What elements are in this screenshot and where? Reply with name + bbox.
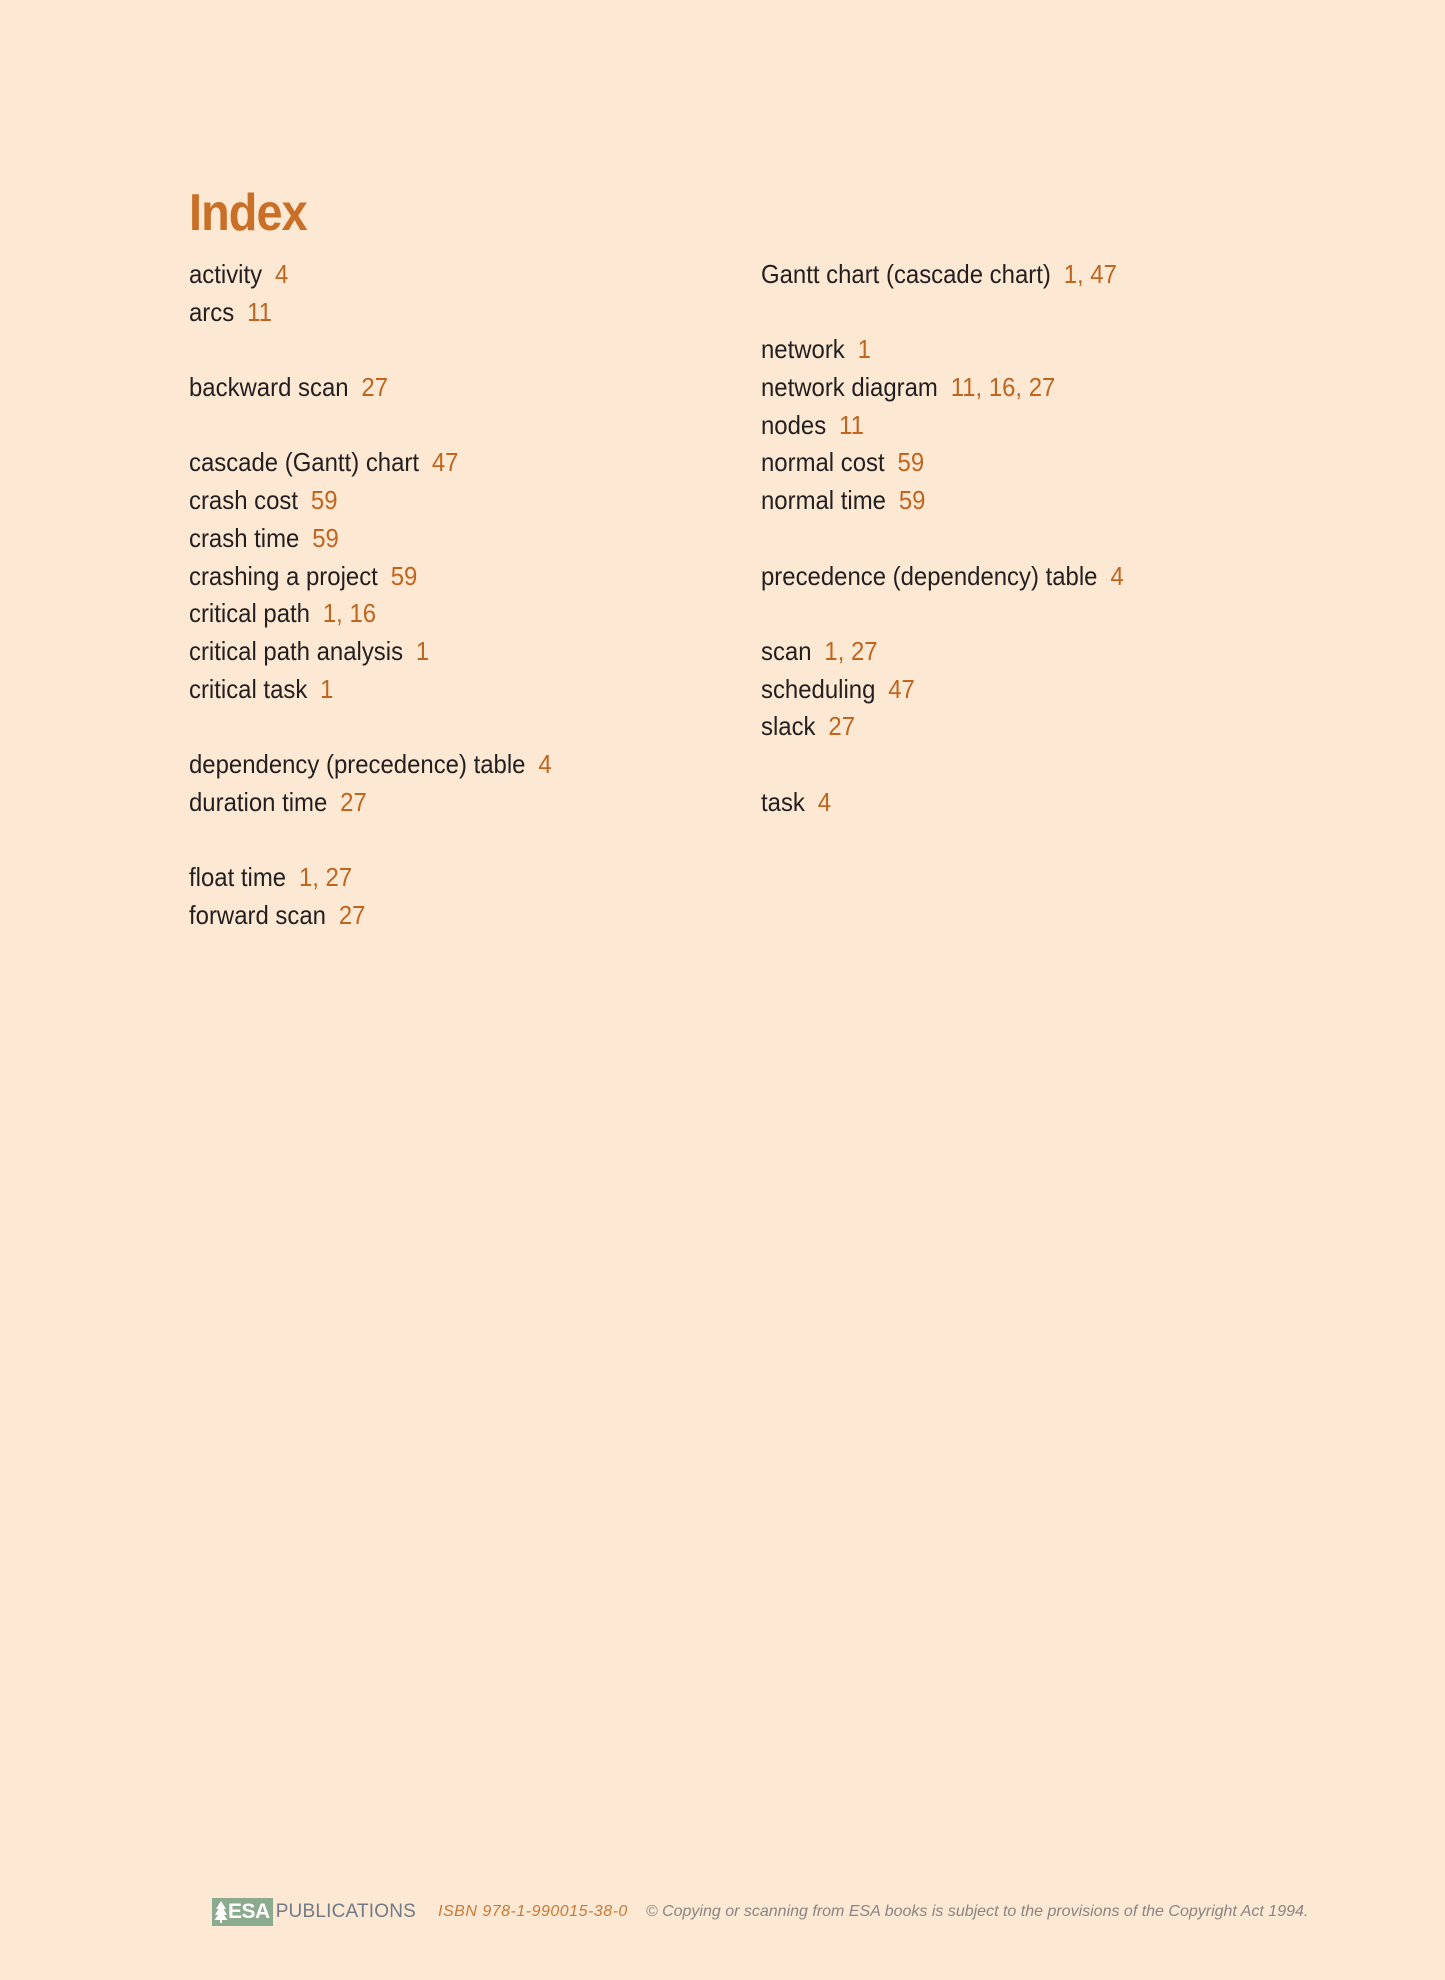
footer xyxy=(212,1898,1308,1926)
index-entry xyxy=(189,256,704,294)
index-group xyxy=(761,558,1321,596)
index-term: nodes xyxy=(761,409,827,440)
index-entry xyxy=(189,369,704,407)
index-entry xyxy=(189,633,704,671)
index-page-refs: 4 xyxy=(817,786,832,817)
index-entry xyxy=(189,595,704,633)
index-column-left xyxy=(189,256,749,972)
index-entry xyxy=(189,784,704,822)
index-term: network diagram xyxy=(761,372,938,403)
logo-text: PUBLICATIONS xyxy=(275,1901,417,1922)
index-term: crash cost xyxy=(189,485,299,516)
index-term: dependency (precedence) table xyxy=(189,748,526,779)
index-entry xyxy=(189,859,704,897)
index-term: backward scan xyxy=(189,372,349,403)
index-group xyxy=(761,784,1321,822)
index-term: Gantt chart (cascade chart) xyxy=(761,259,1051,289)
index-term: forward scan xyxy=(189,899,326,930)
index-entry xyxy=(189,746,704,784)
index-group xyxy=(189,256,749,331)
index-entry xyxy=(761,369,1276,407)
index-entry xyxy=(761,633,1276,671)
index-term: slack xyxy=(761,711,816,742)
index-term: crashing a project xyxy=(189,560,378,591)
index-group xyxy=(189,859,749,934)
index-entry xyxy=(761,558,1276,596)
index-entry xyxy=(189,671,704,709)
index-entry xyxy=(189,444,704,482)
index-page-refs: 4 xyxy=(274,259,289,289)
index-column-right xyxy=(761,256,1321,859)
index-entry xyxy=(189,482,704,520)
index-page-refs: 47 xyxy=(431,447,459,478)
index-page-refs: 47 xyxy=(888,673,915,704)
index-page-refs: 4 xyxy=(1110,560,1124,591)
index-page-refs: 1, 27 xyxy=(298,862,353,892)
index-page-refs: 59 xyxy=(390,560,418,591)
index-term: arcs xyxy=(189,296,235,327)
index-page-refs: 27 xyxy=(340,786,367,817)
index-page-refs: 59 xyxy=(312,522,339,553)
index-entry xyxy=(761,407,1276,445)
index-group xyxy=(189,746,749,821)
index-term: normal cost xyxy=(761,447,885,478)
index-term: float time xyxy=(189,862,287,892)
index-page-refs: 59 xyxy=(310,485,338,516)
index-term: critical task xyxy=(189,673,308,704)
index-term: activity xyxy=(189,259,263,289)
index-page-refs: 59 xyxy=(898,485,926,516)
index-page-refs: 1, 47 xyxy=(1063,259,1117,289)
index-entry xyxy=(761,256,1276,294)
index-page-refs: 1 xyxy=(415,635,430,666)
index-group xyxy=(761,256,1321,294)
index-page-refs: 11 xyxy=(839,409,864,440)
index-page-refs: 27 xyxy=(338,899,366,930)
index-term: critical path xyxy=(189,598,310,629)
index-term: crash time xyxy=(189,522,300,553)
index-group xyxy=(761,633,1321,746)
index-page-refs: 27 xyxy=(828,711,855,742)
index-entry xyxy=(189,558,704,596)
index-term: scan xyxy=(761,635,812,666)
index-group xyxy=(189,369,749,407)
index-page-refs: 1 xyxy=(857,334,871,365)
index-term: duration time xyxy=(189,786,328,817)
index-group xyxy=(189,444,749,708)
logo-mark: ESA xyxy=(228,1900,270,1923)
page-title: Index xyxy=(189,184,307,242)
index-entry xyxy=(189,897,704,935)
index-page-refs: 4 xyxy=(538,748,552,779)
index-entry xyxy=(761,708,1276,746)
index-term: precedence (dependency) table xyxy=(761,560,1098,591)
index-page-refs: 27 xyxy=(361,372,389,403)
index-page-refs: 1 xyxy=(320,673,334,704)
tree-icon xyxy=(214,1900,228,1924)
index-term: scheduling xyxy=(761,673,876,704)
index-entry xyxy=(189,520,704,558)
index-term: cascade (Gantt) chart xyxy=(189,447,419,478)
index-page-refs: 11, 16, 27 xyxy=(950,372,1056,403)
publisher-logo xyxy=(212,1898,416,1926)
index-entry xyxy=(189,294,704,332)
index-group xyxy=(761,331,1321,519)
isbn: ISBN 978-1-990015-38-0 xyxy=(438,1903,628,1920)
index-term: normal time xyxy=(761,485,886,516)
index-entry xyxy=(761,482,1276,520)
copyright-notice: © Copying or scanning from ESA books is subject to the provisions of the Copyright Act 1994. xyxy=(645,1903,1309,1920)
index-term: network xyxy=(761,334,845,365)
index-page-refs: 1, 27 xyxy=(824,635,878,666)
logo-badge xyxy=(212,1898,273,1926)
index-page-refs: 11 xyxy=(247,296,272,327)
index-term: critical path analysis xyxy=(189,635,404,666)
index-entry xyxy=(761,784,1276,822)
index-entry xyxy=(761,444,1276,482)
index-page-refs: 59 xyxy=(897,447,925,478)
index-entry xyxy=(761,331,1276,369)
index-page-refs: 1, 16 xyxy=(322,598,377,629)
index-term: task xyxy=(761,786,805,817)
index-entry xyxy=(761,671,1276,709)
